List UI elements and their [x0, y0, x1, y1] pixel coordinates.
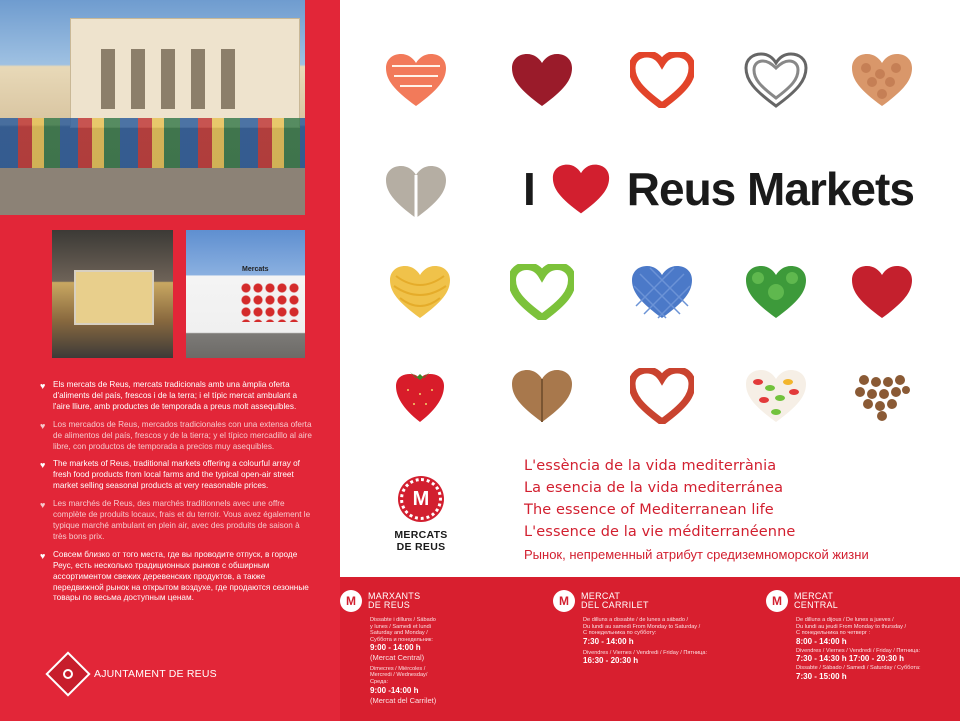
walnut-heart-icon [506, 360, 578, 432]
ajuntament-label: AJUNTAMENT DE REUS [94, 668, 217, 680]
street [0, 168, 305, 215]
heart-bullet-icon: ♥ [40, 460, 46, 471]
facade-hearts [240, 282, 300, 322]
facade-sign: Mercats [242, 266, 269, 273]
strawberry-icon [384, 360, 456, 432]
quilted-bag-heart-icon [626, 256, 698, 328]
paragraph-french: ♥ Les marchés de Reus, des marchés traditionnels avec une offre complète de produits locaux, frais et du terroir. Vous avez également le typique marché ambulant en plein air, avec des produits de saison à très bons prix. [40, 499, 311, 541]
market-stall [74, 270, 154, 325]
slogan-french: L'essence de la vie méditerranéenne [524, 524, 796, 540]
poster-main [340, 0, 960, 577]
description-paragraphs [40, 380, 315, 611]
heart-bullet-icon: ♥ [40, 500, 46, 511]
schedule-hours: 9:00 - 14:00 h [370, 643, 421, 653]
mercats-logo-icon: M [340, 590, 362, 612]
headline-reus-markets: Reus Markets [626, 163, 914, 215]
heart-bullet-icon: ♥ [40, 420, 46, 431]
schedule-carrilet: M MERCAT DEL CARRILET De dilluns a dissabte / de lunes a sábado / Du lundi au samedi From Monday to Saturday / С понедельника по субботу: 7:30 - 14:00 h Divendres / Viernes / Vendredi / Friday / Пятница: 16:30 - 20:30 h [553, 590, 753, 667]
heart-bullet-icon: ♥ [40, 550, 46, 561]
market-street-photo [0, 0, 305, 215]
love-heart-icon [551, 162, 611, 216]
mercats-label: MERCATS DE REUS [394, 529, 448, 553]
cookie-cutter-heart-icon [740, 44, 812, 116]
market-stalls [0, 118, 305, 168]
schedule-title: MERCAT CENTRAL [794, 590, 839, 610]
paragraph-catalan: ♥ Els mercats de Reus, mercats tradicionals amb una àmplia oferta d'aliments del país, frescos i de la terra; i el típic mercat ambulant a l'aire lliure, amb productes de temporada a preus molt assequibles. [40, 380, 298, 411]
meat-heart-icon [506, 44, 578, 116]
mercats-de-reus-logo [390, 478, 452, 553]
schedule-hours: 7:30 - 14:30 h 17:00 - 20:30 h [796, 654, 905, 664]
schedule-hours: 9:00 -14:00 h [370, 685, 419, 695]
schedule-note: (Mercat Central) [370, 653, 425, 663]
slogans [524, 455, 869, 564]
schedule-title: MERCAT DEL CARRILET [581, 590, 649, 610]
ajuntament-emblem-icon [45, 651, 90, 696]
slogan-russian: Рынок, непременный атрибут средиземноморской жизни [524, 547, 869, 562]
schedule-hours: 7:30 - 14:00 h [583, 636, 634, 646]
salmon-heart-icon [380, 44, 452, 116]
felt-heart-icon [846, 256, 918, 328]
hazelnuts-heart-icon [846, 360, 918, 432]
schedule-note: (Mercat del Carrilet) [370, 695, 437, 705]
market-building [70, 18, 300, 128]
schedule-title: MARXANTS DE REUS [368, 590, 421, 610]
indoor-market-photo [52, 230, 173, 358]
schedule-hours: 16:30 - 20:30 h [583, 656, 639, 666]
market-facade-photo [186, 230, 305, 358]
schedule-hours: 8:00 - 14:00 h [796, 636, 847, 646]
slogan-english: The essence of Mediterranean life [524, 502, 774, 518]
lettuce-heart-icon [740, 256, 812, 328]
mercats-logo-icon: M [553, 590, 575, 612]
eggs-heart-icon [846, 44, 918, 116]
paragraph-spanish: ♥ Los mercados de Reus, mercados tradicionales con una extensa oferta de alimentos del país, frescos y de la tierra; y el típico mercadillo al aire libre, con productos de temporada a precios muy asequibles. [40, 419, 312, 451]
sausage-heart-icon [626, 360, 698, 432]
headline [523, 162, 914, 216]
heart-bullet-icon: ♥ [40, 381, 46, 391]
pepper-heart-icon [506, 256, 578, 328]
schedule-marxants: M MARXANTS DE REUS Dissabte i dilluns / Sábado y lunes / Samedi et lundi Saturday and Monday / Суббота и понедельник: 9:00 - 14:00 h (Mercat Central) Dimecres / Miércoles / Mercredi / Wednesday/ Среда: 9:00 -14:00 h (Mercat del Carrilet) [340, 590, 530, 708]
headline-i: I [523, 163, 535, 215]
pasta-heart-icon [384, 256, 456, 328]
mercats-emblem: M [400, 478, 442, 520]
paragraph-english: ♥ The markets of Reus, traditional markets offering a colourful array of fresh food products from local farms and the typical open-air street market selling seasonal products at very reasonable prices. [40, 459, 300, 491]
shrimp-heart-icon [626, 44, 698, 116]
mercats-logo-icon: M [766, 590, 788, 612]
slogan-spanish: La esencia de la vida mediterránea [524, 480, 784, 496]
ajuntament-logo [52, 658, 217, 690]
paragraph-russian: ♥ Совсем близко от того места, где вы проводите отпуск, в городе Реус, есть несколько традиционных рынков с обширным ассортиментом свежих деревенских продуктов, а также передвижной рынок на открытом воздухе, где продаются сезонные товары по весьма доступным ценам. [40, 549, 309, 603]
schedule-central: M MERCAT CENTRAL De dilluns a dijous / De lunes a jueves / Du lundi au jeudi From Monday to thursday / С понедельника по четверг : 8:00 - 14:00 h Divendres / Viernes / Vendredi / Friday / Пятница: 7:30 - 14:30 h 17:00 - 20:30 h Dissabte / Sábado / Samedi / Saturday / Суббота: 7:30 - 15:00 h [766, 590, 956, 683]
schedule-hours: 7:30 - 15:00 h [796, 671, 847, 681]
slogan-catalan: L'essència de la vida mediterrània [524, 458, 777, 474]
jelly-beans-heart-icon [740, 360, 812, 432]
left-panel [0, 0, 340, 721]
slippers-heart-icon [380, 156, 452, 228]
